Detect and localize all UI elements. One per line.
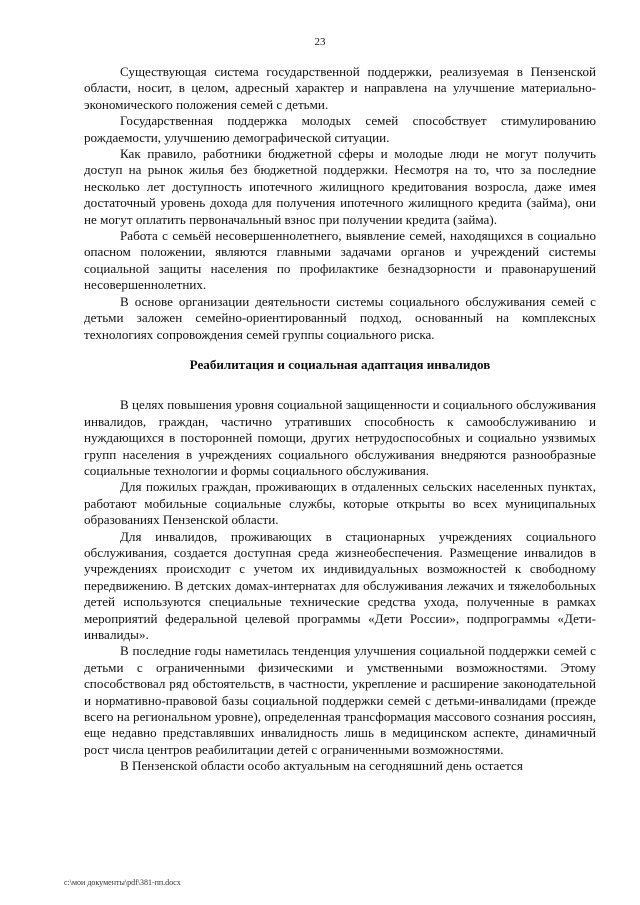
document-body [84,64,596,775]
section-heading: Реабилитация и социальная адаптация инвалидов [189,356,491,372]
paragraph: Как правило, работники бюджетной сферы и молодые люди не могут получить доступ на рынок жилья без бюджетной поддержки. Несмотря на то, что за последние несколько лет доступность ипотечного жилищного кредитования возросла, даже имея достаточный уровень дохода для получения ипотечного жилищного кредита (займа), они не могут оплатить первоначальный взнос при получении кредита (займа). [84,146,596,227]
paragraph: Для пожилых граждан, проживающих в отдаленных сельских населенных пунктах, работают мобильные социальные службы, которые открыты во всех муниципальных образованиях Пензенской области. [84,479,596,528]
paragraph: В Пензенской области особо актуальным на сегодняшний день остается [120,758,523,774]
paragraph: Существующая система государственной поддержки, реализуемая в Пензенской области, носит, в целом, адресный характер и направлена на улучшение материально-экономического положения семей с детьми. [84,64,596,112]
paragraph: В целях повышения уровня социальной защищенности и социального обслуживания инвалидов, граждан, частично утративших способность к самообслуживанию и нуждающихся в посторонней помощи, других нетрудоспособных и социально уязвимых групп населения в учреждениях социального обслуживания внедряются разнообразные социальные технологии и формы социального обслуживания. [84,397,596,478]
paragraph: Для инвалидов, проживающих в стационарных учреждениях социального обслуживания, создается доступная среда жизнеобеспечения. Размещение инвалидов в учреждениях происходит с учетом их индивидуальных возможностей к свободному передвижению. В детских домах-интернатах для обслуживания лежачих и тяжелобольных детей используются специальные технические средства ухода, полученные в рамках мероприятий федеральной целевой программы «Дети России», подпрограммы «Дети-инвалиды». [84,528,596,642]
page-number: 23 [314,36,326,48]
paragraph: Работа с семьёй несовершеннолетнего, выявление семей, находящихся в социально опасном положении, являются главными задачами органов и учреждений системы социальной защиты населения по профилактике безнадзорности и правонарушений несовершеннолетних. [84,228,596,293]
paragraph: В основе организации деятельности системы социального обслуживания семей с детьми заложен семейно-ориентированный подход, основанный на комплексных технологиях сопровождения семей группы социального риска. [84,293,596,342]
paragraph: В последние годы наметилась тенденция улучшения социальной поддержки семей с детьми с ограниченными физическими и умственными возможностями. Этому способствовал ряд обстоятельств, в частности, укрепление и расширение законодательной и нормативно-правовой базы социальной поддержки семей с детьми-инвалидами (прежде всего на региональном уровне), определенная трансформация массового сознания россиян, еще недавно представлявших инвалидность лишь в медицинском аспекте, динамичный рост числа центров реабилитации детей с ограниченными возможностями. [84,643,596,757]
paragraph: Государственная поддержка молодых семей способствует стимулированию рождаемости, улучшению демографической ситуации. [84,113,596,145]
footer-file-path: c:\мои документы\pdf\381-пп.docx [64,878,181,887]
